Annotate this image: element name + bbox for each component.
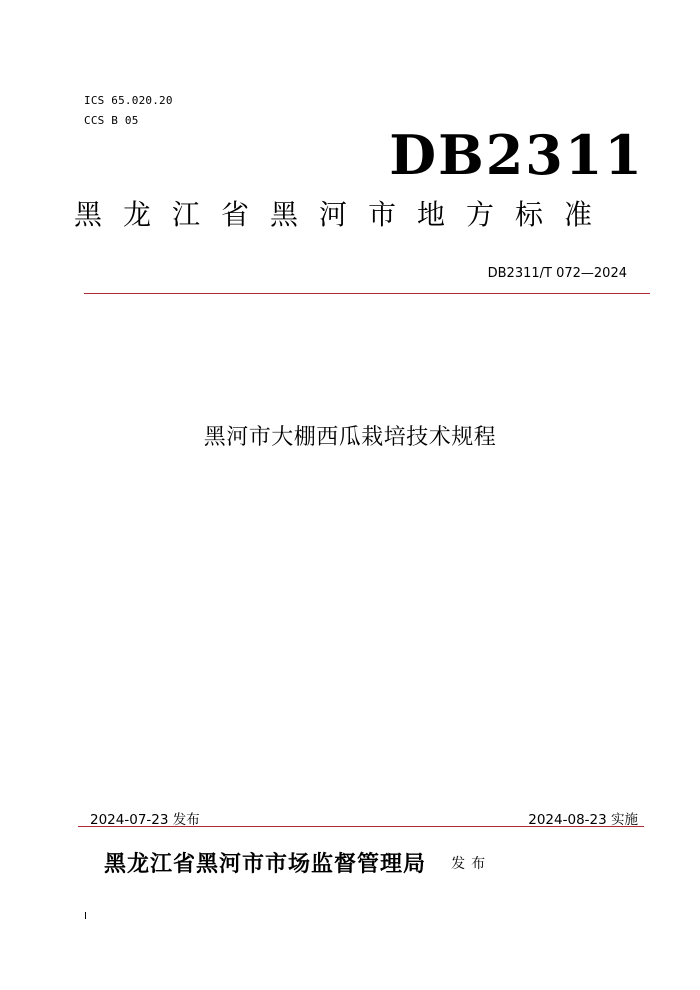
issue-label: 发布 xyxy=(451,856,492,872)
implement-date: 2024-08-23 实施 xyxy=(528,812,638,828)
standard-category-name: 黑龙江省黑河市地方标准 xyxy=(74,198,614,231)
issuer-row xyxy=(104,847,491,878)
db-code: DB2311 xyxy=(389,123,644,187)
date-row xyxy=(90,808,638,828)
top-divider xyxy=(84,293,650,294)
document-title: 黑河市大棚西瓜栽培技术规程 xyxy=(203,425,497,450)
ics-code: ICS 65.020.20 xyxy=(84,94,173,107)
issuing-authority: 黑龙江省黑河市市场监督管理局 xyxy=(104,851,427,877)
standard-number: DB2311/T 072—2024 xyxy=(487,266,627,281)
publish-date: 2024-07-23 发布 xyxy=(90,812,200,828)
bottom-divider xyxy=(78,826,644,827)
ccs-code: CCS B 05 xyxy=(84,114,139,127)
page-mark xyxy=(85,912,86,919)
